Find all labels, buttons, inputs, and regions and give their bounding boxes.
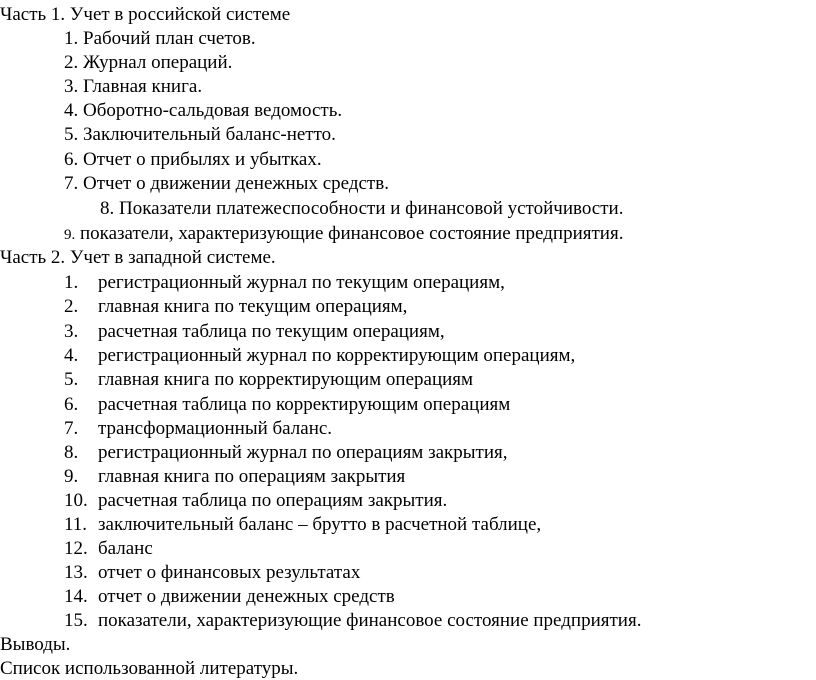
part2-item-10-text: расчетная таблица по операциям закрытия. bbox=[98, 490, 448, 511]
part2-item-11-number: 11. bbox=[64, 514, 88, 535]
part2-item-11 bbox=[64, 513, 541, 536]
part2-item-3-text: расчетная таблица по текущим операциям, bbox=[98, 321, 445, 342]
part2-item-13-text: отчет о финансовых результатах bbox=[98, 562, 361, 583]
part2-item-7 bbox=[64, 417, 332, 440]
part2-item-12 bbox=[64, 537, 153, 560]
part2-item-15-number: 15. bbox=[64, 610, 88, 631]
part2-item-6-text: расчетная таблица по корректирующим операциям bbox=[98, 394, 511, 415]
part2-heading: Часть 2. Учет в западной системе. bbox=[0, 247, 276, 268]
part2-item-8-number: 8. bbox=[64, 442, 79, 463]
part1-item-9-text: показатели, характеризующие финансовое состояние предприятия. bbox=[80, 223, 624, 244]
part2-item-15 bbox=[64, 609, 641, 632]
part1-item-5: 5. Заключительный баланс-нетто. bbox=[64, 124, 336, 145]
part2-item-3-number: 3. bbox=[64, 321, 79, 342]
part2-item-12-number: 12. bbox=[64, 538, 88, 559]
part2-item-14-text: отчет о движении денежных средств bbox=[98, 586, 395, 607]
part1-item-7: 7. Отчет о движении денежных средств. bbox=[64, 173, 389, 194]
part2-item-5-number: 5. bbox=[64, 369, 79, 390]
part2-item-13 bbox=[64, 561, 360, 584]
part1-item-3: 3. Главная книга. bbox=[64, 76, 203, 97]
part2-item-14 bbox=[64, 585, 395, 608]
part2-item-2 bbox=[64, 295, 407, 318]
part2-item-3 bbox=[64, 320, 445, 343]
references-heading: Список использованной литературы. bbox=[0, 658, 299, 679]
part2-item-9 bbox=[64, 465, 405, 488]
part2-item-1 bbox=[64, 271, 505, 294]
part2-item-10 bbox=[64, 489, 447, 512]
part2-item-7-number: 7. bbox=[64, 418, 79, 439]
part2-item-1-number: 1. bbox=[64, 272, 79, 293]
part1-heading: Часть 1. Учет в российской системе bbox=[0, 4, 291, 25]
part2-item-5 bbox=[64, 368, 473, 391]
part2-item-14-number: 14. bbox=[64, 586, 88, 607]
part1-item-1: 1. Рабочий план счетов. bbox=[64, 28, 256, 49]
part2-item-8 bbox=[64, 441, 507, 464]
part2-item-4-number: 4. bbox=[64, 345, 79, 366]
part2-item-2-text: главная книга по текущим операциям, bbox=[98, 296, 408, 317]
part1-item-9 bbox=[64, 222, 623, 245]
conclusions-heading: Выводы. bbox=[0, 634, 71, 655]
part2-item-9-number: 9. bbox=[64, 466, 79, 487]
part2-item-4-text: регистрационный журнал по корректирующим операциям, bbox=[98, 345, 576, 366]
part2-item-15-text: показатели, характеризующие финансовое состояние предприятия. bbox=[98, 610, 642, 631]
part1-item-8: 8. Показатели платежеспособности и финансовой устойчивости. bbox=[100, 198, 624, 219]
part2-item-5-text: главная книга по корректирующим операциям bbox=[98, 369, 474, 390]
part2-item-10-number: 10. bbox=[64, 490, 88, 511]
part1-item-4: 4. Оборотно-сальдовая ведомость. bbox=[64, 100, 343, 121]
part2-item-1-text: регистрационный журнал по текущим операциям, bbox=[98, 272, 505, 293]
part1-item-9-number: 9. bbox=[64, 227, 76, 243]
part1-item-6: 6. Отчет о прибылях и убытках. bbox=[64, 149, 322, 170]
part2-item-6-number: 6. bbox=[64, 394, 79, 415]
part2-item-6 bbox=[64, 393, 510, 416]
part2-item-8-text: регистрационный журнал по операциям закрытия, bbox=[98, 442, 508, 463]
part2-item-13-number: 13. bbox=[64, 562, 88, 583]
part2-item-11-text: заключительный баланс – брутто в расчетной таблице, bbox=[98, 514, 542, 535]
part2-item-12-text: баланс bbox=[98, 538, 153, 559]
part2-item-4 bbox=[64, 344, 575, 367]
part2-item-2-number: 2. bbox=[64, 296, 79, 317]
part2-item-7-text: трансформационный баланс. bbox=[98, 418, 333, 439]
part2-item-9-text: главная книга по операциям закрытия bbox=[98, 466, 406, 487]
part1-item-2: 2. Журнал операций. bbox=[64, 52, 233, 73]
